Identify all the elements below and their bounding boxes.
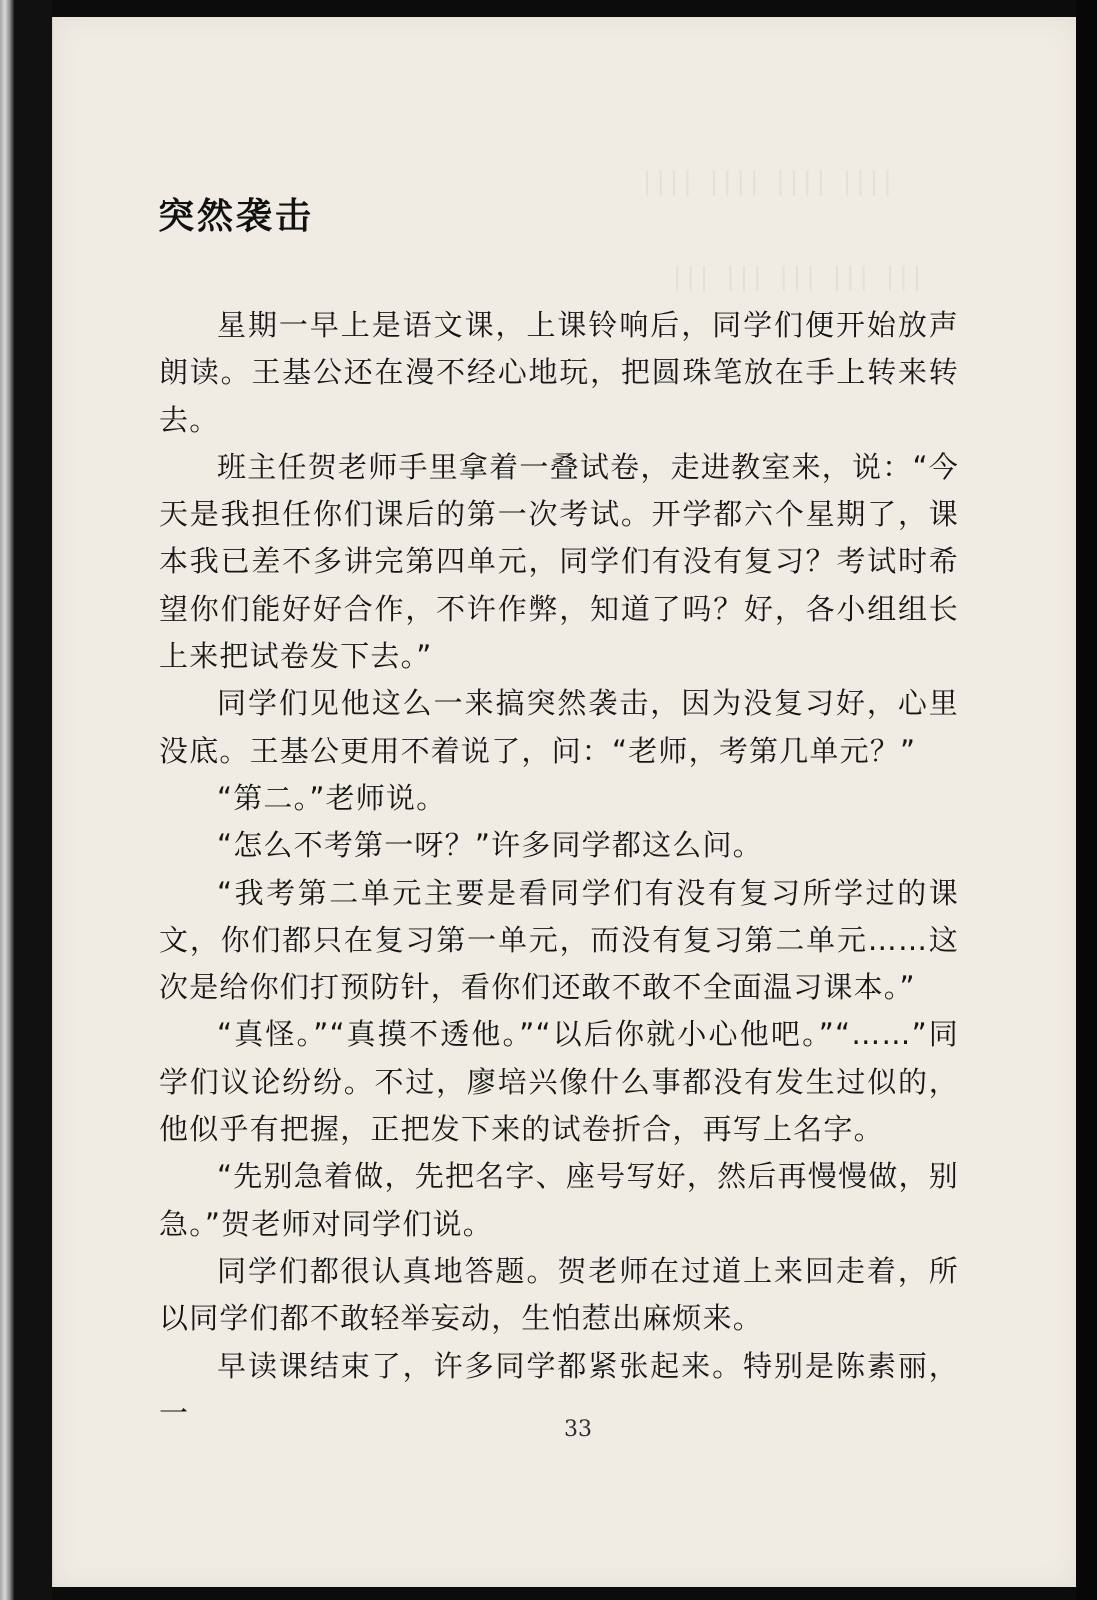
book-page bbox=[52, 17, 1077, 1587]
body-text bbox=[159, 302, 959, 1437]
show-through-text-top: |||| |||| |||| |||| bbox=[638, 167, 892, 196]
chapter-title: 突然袭击 bbox=[158, 196, 315, 237]
show-through-text-middle: ||| ||| ||| ||| ||| bbox=[668, 262, 922, 291]
paragraph-7: “真怪。”“真摸不透他。”“以后你就小心他吧。”“……”同学们议论纷纷。不过，廖培兴像什么事都没有发生过似的，他似乎有把握，正把发下来的试卷折合，再写上名字。 bbox=[159, 1017, 959, 1147]
left-scan-border bbox=[14, 0, 52, 1600]
paragraph-4: “第二。”老师说。 bbox=[217, 780, 447, 815]
paragraph-8: “先别急着做，先把名字、座号写好，然后再慢慢做，别急。”贺老师对同学们说。 bbox=[159, 1159, 959, 1241]
right-scan-border bbox=[1076, 0, 1097, 1600]
page-number: 33 bbox=[564, 1417, 592, 1442]
left-binding-edge bbox=[0, 0, 14, 1600]
paragraph-6: “我考第二单元主要是看同学们有没有复习所学过的课文，你们都只在复习第一单元，而没有复习第二单元……这次是给你们打预防针，看你们还敢不敢不全面温习课本。” bbox=[159, 875, 959, 1005]
paragraph-10: 早读课结束了，许多同学都紧张起来。特别是陈素丽，一 bbox=[159, 1348, 959, 1430]
paragraph-1: 星期一早上是语文课，上课铃响后，同学们便开始放声朗读。王基公还在漫不经心地玩，把圆珠笔放在手上转来转去。 bbox=[159, 308, 959, 437]
paragraph-5: “怎么不考第一呀？”许多同学都这么问。 bbox=[217, 828, 763, 863]
paragraph-2: 班主任贺老师手里拿着一叠试卷，走进教室来，说：“今天是我担任你们课后的第一次考试。开学都六个星期了，课本我已差不多讲完第四单元，同学们有没有复习？考试时希望你们能好好合作，不许作弊，知道了吗？好，各小组组长上来把试卷发下去。” bbox=[159, 449, 959, 674]
paragraph-3: 同学们见他这么一来搞突然袭击，因为没复习好，心里没底。王基公更用不着说了，问：“老师，考第几单元？” bbox=[159, 686, 959, 768]
paragraph-9: 同学们都很认真地答题。贺老师在过道上来回走着，所以同学们都不敢轻举妄动，生怕惹出麻烦来。 bbox=[159, 1253, 959, 1336]
